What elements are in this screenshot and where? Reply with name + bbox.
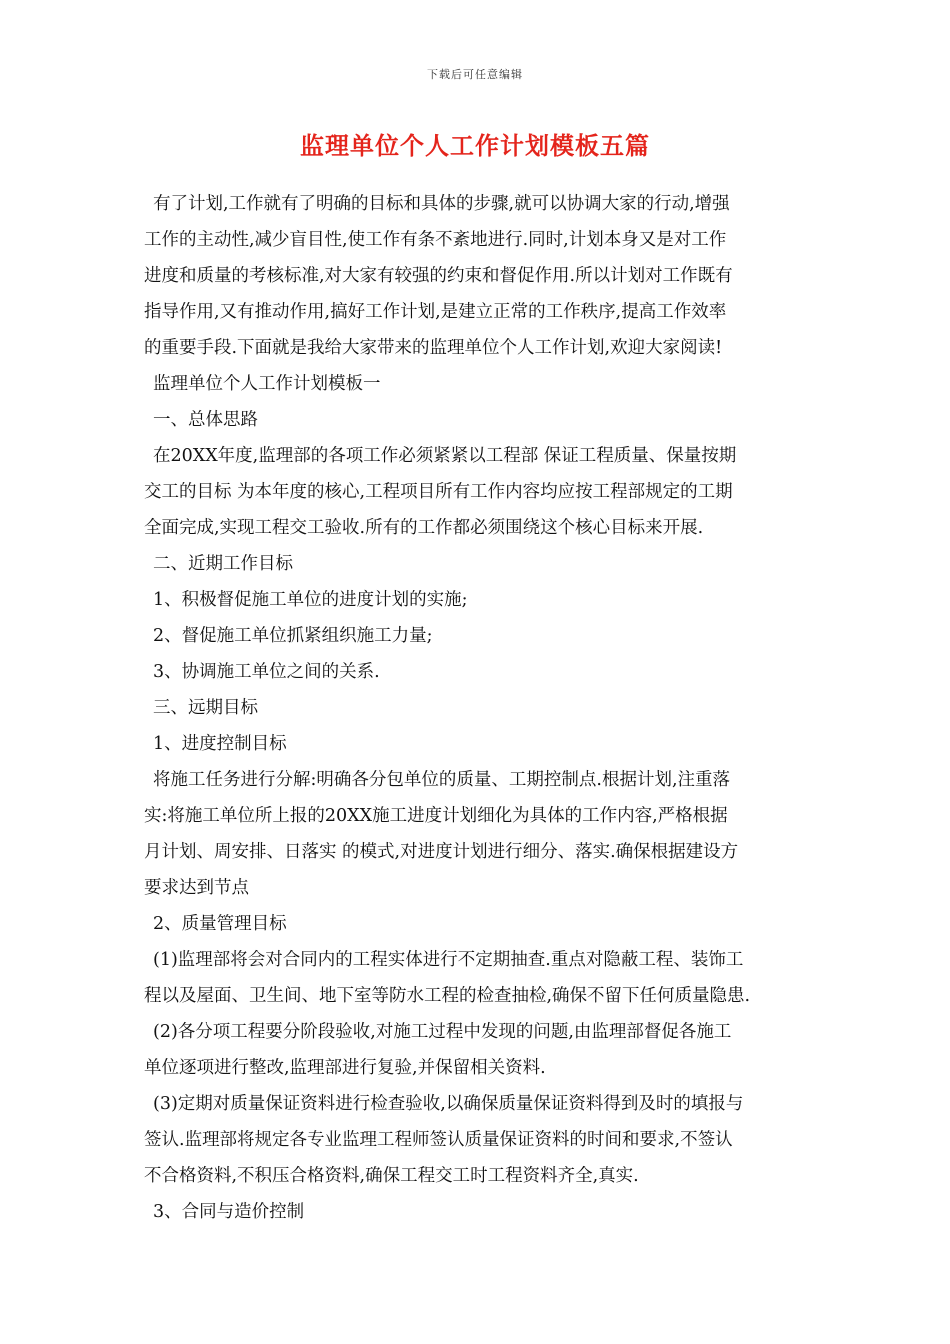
header-note: 下载后可任意编辑 <box>427 68 523 81</box>
paragraph-line: 单位逐项进行整改,监理部进行复验,并保留相关资料. <box>144 1058 546 1078</box>
paragraph-line: 将施工任务进行分解:明确各分包单位的质量、工期控制点.根据计划,注重落 <box>153 770 731 790</box>
paragraph-line: 3、协调施工单位之间的关系. <box>153 662 380 682</box>
paragraph-line: (1)监理部将会对合同内的工程实体进行不定期抽查.重点对隐蔽工程、装饰工 <box>153 950 744 970</box>
paragraph-line: 2、质量管理目标 <box>153 914 287 934</box>
paragraph-line: 1、积极督促施工单位的进度计划的实施; <box>153 590 468 610</box>
paragraph-line: 在20XX年度,监理部的各项工作必须紧紧以工程部 保证工程质量、保量按期 <box>153 446 737 466</box>
paragraph-line: 实:将施工单位所上报的20XX施工进度计划细化为具体的工作内容,严格根据 <box>144 806 728 826</box>
paragraph-line: 一、总体思路 <box>153 410 258 430</box>
paragraph-line: (2)各分项工程要分阶段验收,对施工过程中发现的问题,由监理部督促各施工 <box>153 1022 732 1042</box>
paragraph-line: 进度和质量的考核标准,对大家有较强的约束和督促作用.所以计划对工作既有 <box>144 266 733 286</box>
paragraph-line: 工作的主动性,减少盲目性,使工作有条不紊地进行.同时,计划本身又是对工作 <box>144 230 727 250</box>
paragraph-line: 程以及屋面、卫生间、地下室等防水工程的检查抽检,确保不留下任何质量隐患. <box>144 986 751 1006</box>
paragraph-line: 监理单位个人工作计划模板一 <box>153 374 381 394</box>
paragraph-line: 3、合同与造价控制 <box>153 1202 305 1222</box>
document-title: 监理单位个人工作计划模板五篇 <box>300 131 650 160</box>
paragraph-line: 不合格资料,不积压合格资料,确保工程交工时工程资料齐全,真实. <box>144 1166 639 1186</box>
paragraph-line: 有了计划,工作就有了明确的目标和具体的步骤,就可以协调大家的行动,增强 <box>153 194 730 214</box>
paragraph-line: 交工的目标 为本年度的核心,工程项目所有工作内容均应按工程部规定的工期 <box>144 482 733 502</box>
paragraph-line: 三、远期目标 <box>153 698 258 718</box>
paragraph-line: 签认.监理部将规定各专业监理工程师签认质量保证资料的时间和要求,不签认 <box>144 1130 733 1150</box>
paragraph-line: 指导作用,又有推动作用,搞好工作计划,是建立正常的工作秩序,提高工作效率 <box>144 302 727 322</box>
paragraph-line: 二、近期工作目标 <box>153 554 293 574</box>
paragraph-line: (3)定期对质量保证资料进行检查验收,以确保质量保证资料得到及时的填报与 <box>153 1094 744 1114</box>
paragraph-line: 1、进度控制目标 <box>153 734 287 754</box>
paragraph-line: 2、督促施工单位抓紧组织施工力量; <box>153 626 433 646</box>
paragraph-line: 要求达到节点 <box>144 878 249 898</box>
paragraph-line: 的重要手段.下面就是我给大家带来的监理单位个人工作计划,欢迎大家阅读! <box>144 338 723 358</box>
document-body <box>144 186 824 1230</box>
paragraph-line: 月计划、周安排、日落实 的模式,对进度计划进行细分、落实.确保根据建设方 <box>144 842 739 862</box>
paragraph-line: 全面完成,实现工程交工验收.所有的工作都必须围绕这个核心目标来开展. <box>144 518 704 538</box>
